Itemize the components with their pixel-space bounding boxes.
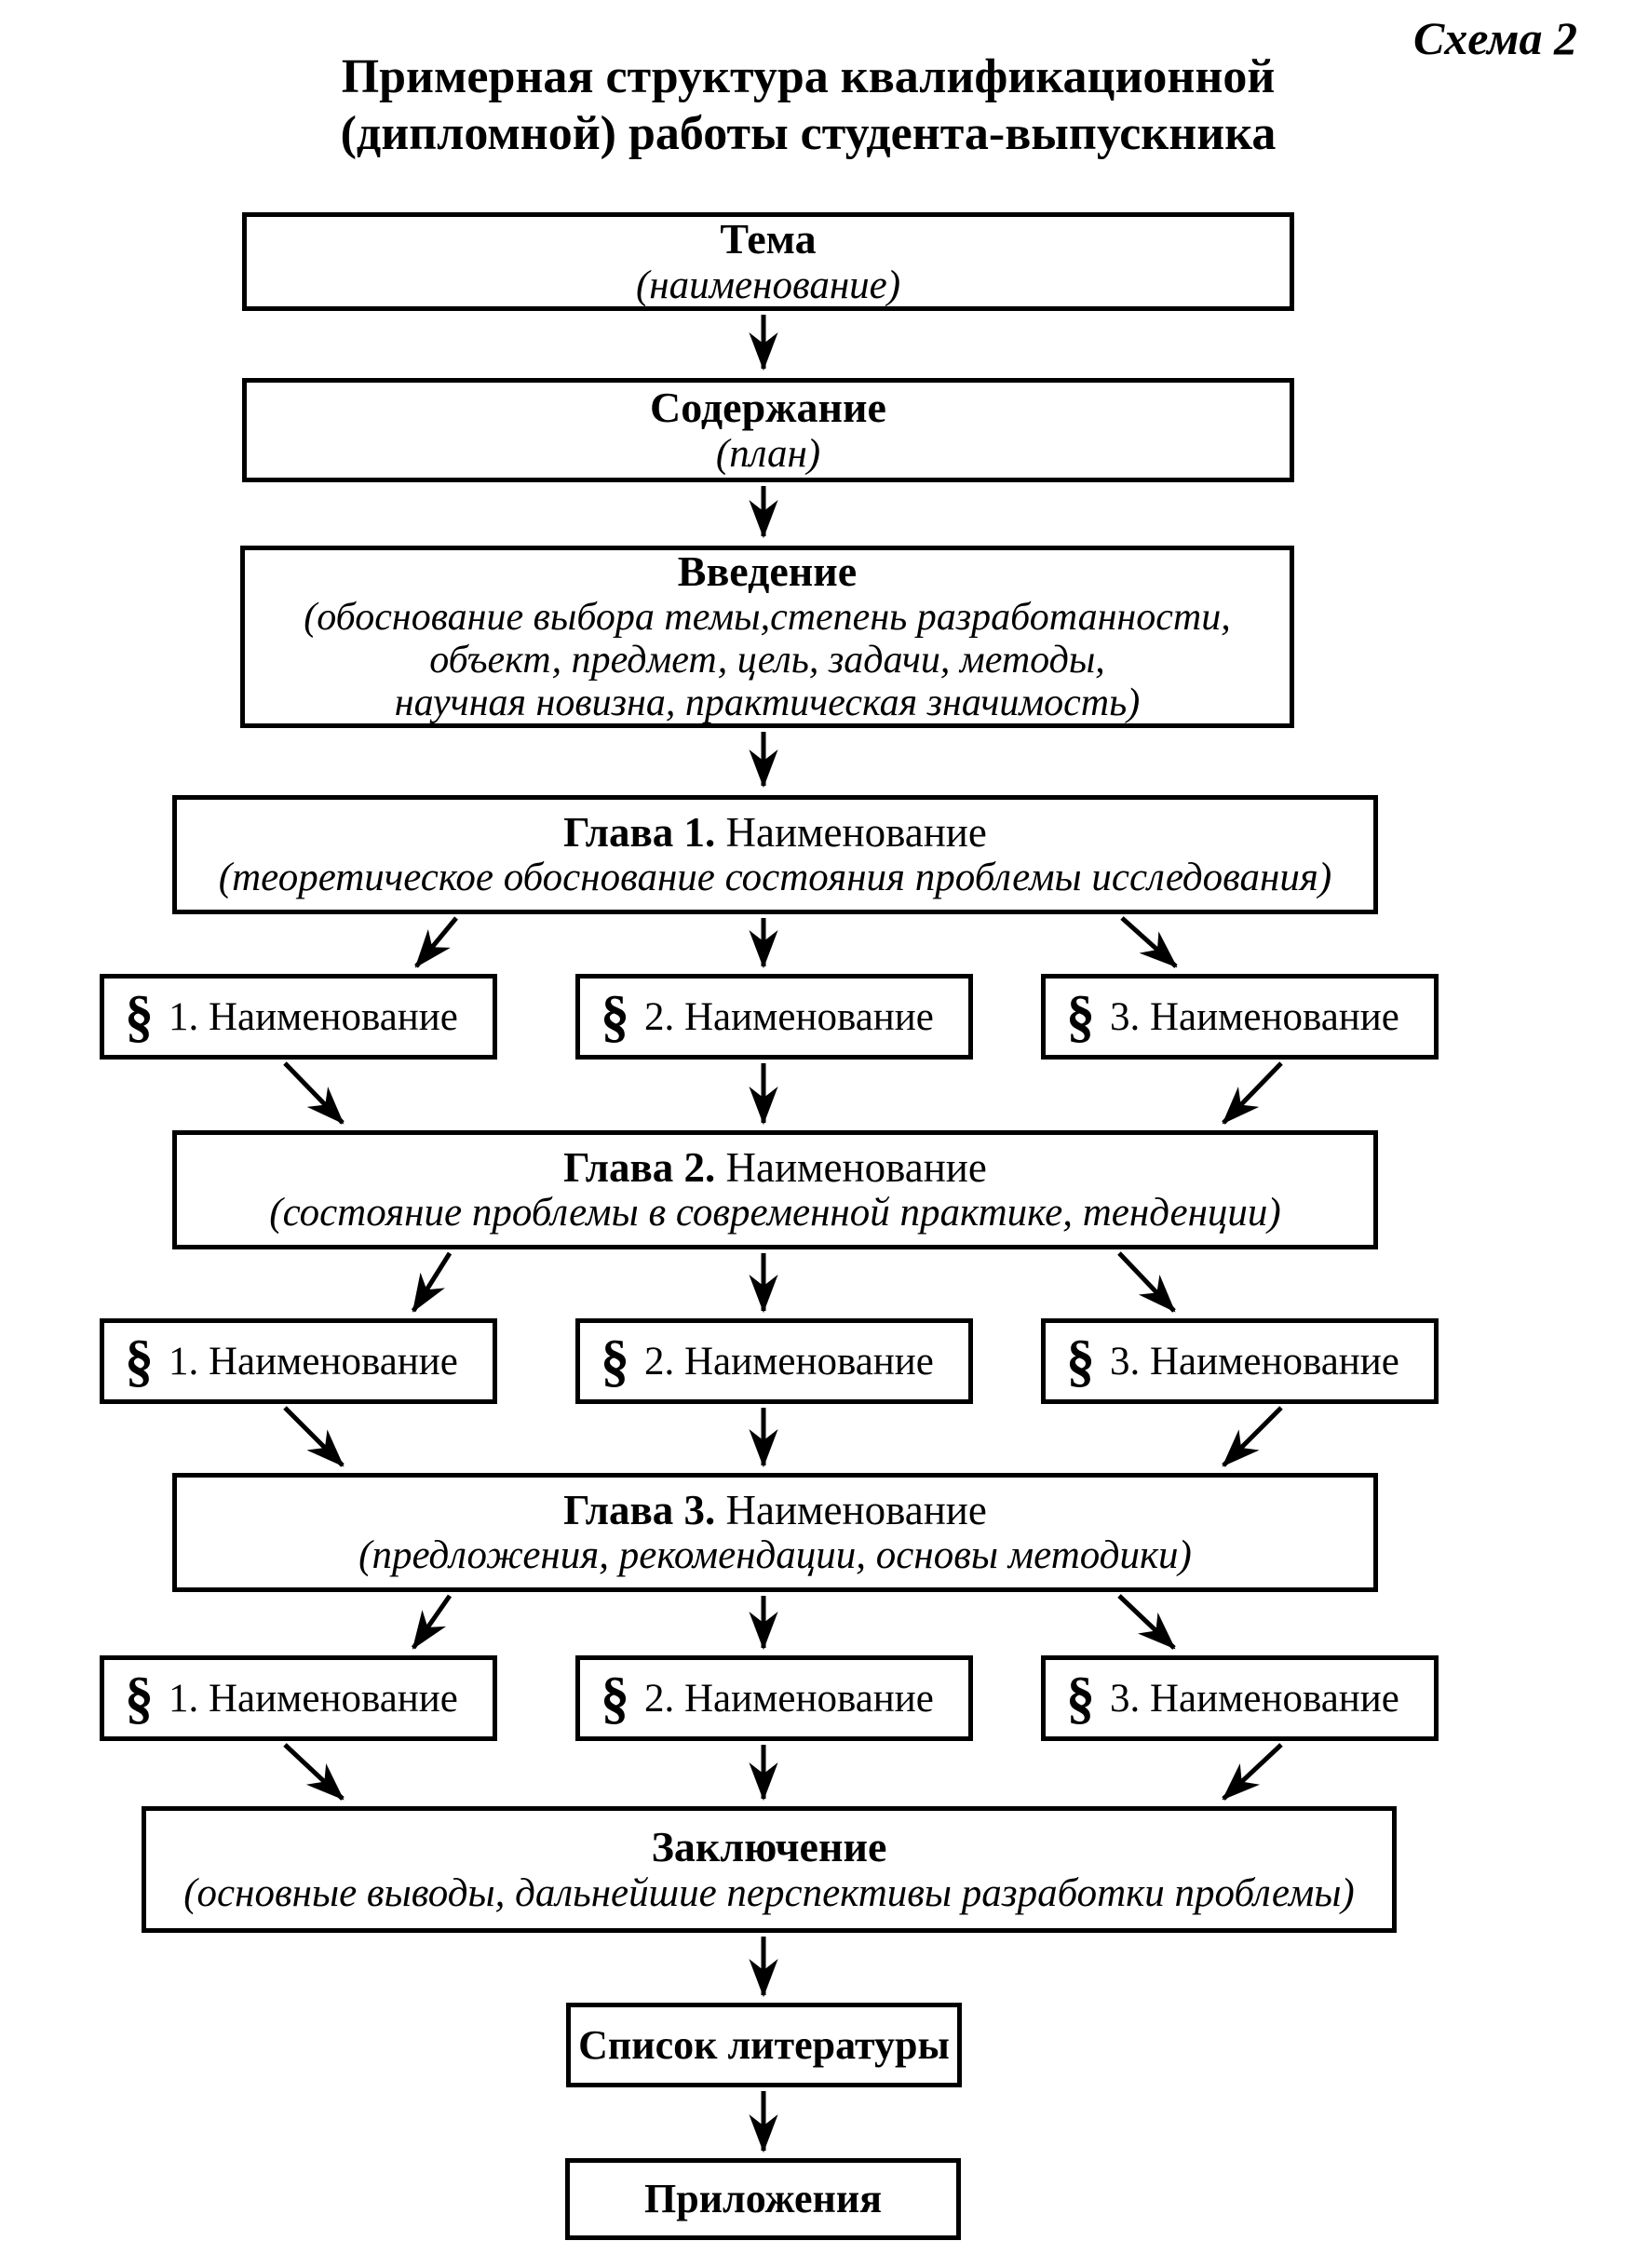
paragraph-label: 1. Наименование xyxy=(169,1339,458,1384)
arrow xyxy=(1223,1063,1281,1123)
box-glava1-name: Наименование xyxy=(725,808,987,856)
diagram-title xyxy=(101,48,1516,163)
box-zakliuchenie-title: Заключение xyxy=(651,1823,887,1871)
box-prilozheniya-title: Приложения xyxy=(644,2176,882,2222)
arrow xyxy=(1122,918,1176,966)
box-zakliuchenie xyxy=(142,1806,1397,1933)
box-glava3 xyxy=(172,1473,1378,1592)
box-glava1 xyxy=(172,795,1378,914)
box-glava3-title xyxy=(563,1487,987,1533)
arrow xyxy=(1223,1745,1281,1799)
arrow xyxy=(1119,1596,1174,1648)
box-zakliuchenie-subtitle: (основные выводы, дальнейшие перспективы разработки проблемы) xyxy=(183,1870,1355,1915)
box-soderzhanie xyxy=(242,378,1294,482)
arrow xyxy=(285,1063,343,1123)
box-glava1-subtitle: (теоретическое обоснование состояния проблемы исследования) xyxy=(218,856,1332,900)
arrow xyxy=(1223,1408,1281,1465)
box-glava1-paragraph-1: § 1. Наименование xyxy=(100,974,497,1060)
box-prilozheniya xyxy=(565,2158,961,2240)
paragraph-label: 2. Наименование xyxy=(644,994,934,1039)
box-glava1-title xyxy=(563,809,987,856)
paragraph-label: 2. Наименование xyxy=(644,1339,934,1384)
scheme-label: Схема 2 xyxy=(1412,12,1577,64)
diagram-title-line1: Примерная структура квалификационной xyxy=(341,50,1276,103)
box-glava3-subtitle: (предложения, рекомендации, основы методики) xyxy=(358,1533,1192,1578)
box-glava3-number: Глава 3. xyxy=(563,1486,716,1533)
box-glava1-paragraph-3: § 3. Наименование xyxy=(1041,974,1439,1060)
paragraph-label: 3. Наименование xyxy=(1110,1676,1399,1721)
box-vvedenie-line2: объект, предмет, цель, задачи, методы, xyxy=(429,639,1105,682)
box-tema xyxy=(242,212,1294,311)
arrow xyxy=(413,1253,450,1311)
paragraph-label: 3. Наименование xyxy=(1110,994,1399,1039)
box-glava2 xyxy=(172,1130,1378,1249)
box-vvedenie xyxy=(240,546,1294,728)
box-glava2-number: Глава 2. xyxy=(563,1143,716,1191)
paragraph-label: 3. Наименование xyxy=(1110,1339,1399,1384)
box-glava2-paragraph-2: § 2. Наименование xyxy=(575,1318,973,1404)
box-vvedenie-title: Введение xyxy=(677,547,858,596)
box-tema-title: Тема xyxy=(720,215,817,263)
box-spisok-literatury-title: Список литературы xyxy=(578,2021,950,2068)
box-vvedenie-line3: научная новизна, практическая значимость) xyxy=(394,682,1141,725)
box-glava2-paragraph-1: § 1. Наименование xyxy=(100,1318,497,1404)
arrow xyxy=(285,1745,343,1799)
paragraph-label: 1. Наименование xyxy=(169,1676,458,1721)
box-glava3-paragraph-3: § 3. Наименование xyxy=(1041,1655,1439,1741)
arrow xyxy=(285,1408,343,1465)
box-glava3-name: Наименование xyxy=(725,1486,987,1533)
arrow xyxy=(416,918,456,966)
box-glava2-subtitle: (состояние проблемы в современной практике, тенденции) xyxy=(269,1191,1281,1235)
paragraph-label: 2. Наименование xyxy=(644,1676,934,1721)
box-glava3-paragraph-1: § 1. Наименование xyxy=(100,1655,497,1741)
box-glava2-title xyxy=(563,1144,987,1191)
box-soderzhanie-subtitle: (план) xyxy=(715,431,821,476)
box-tema-subtitle: (наименование) xyxy=(635,263,901,307)
box-glava1-number: Глава 1. xyxy=(563,808,716,856)
arrow xyxy=(413,1596,450,1648)
box-glava2-paragraph-3: § 3. Наименование xyxy=(1041,1318,1439,1404)
diagram-title-line2: (дипломной) работы студента-выпускника xyxy=(340,107,1277,161)
paragraph-label: 1. Наименование xyxy=(169,994,458,1039)
box-glava2-name: Наименование xyxy=(725,1143,987,1191)
box-soderzhanie-title: Содержание xyxy=(650,384,886,432)
box-glava3-paragraph-2: § 2. Наименование xyxy=(575,1655,973,1741)
box-vvedenie-line1: (обоснование выбора темы,степень разработанности, xyxy=(304,596,1231,640)
arrow xyxy=(1119,1253,1174,1311)
box-glava1-paragraph-2: § 2. Наименование xyxy=(575,974,973,1060)
box-spisok-literatury xyxy=(566,2003,962,2087)
